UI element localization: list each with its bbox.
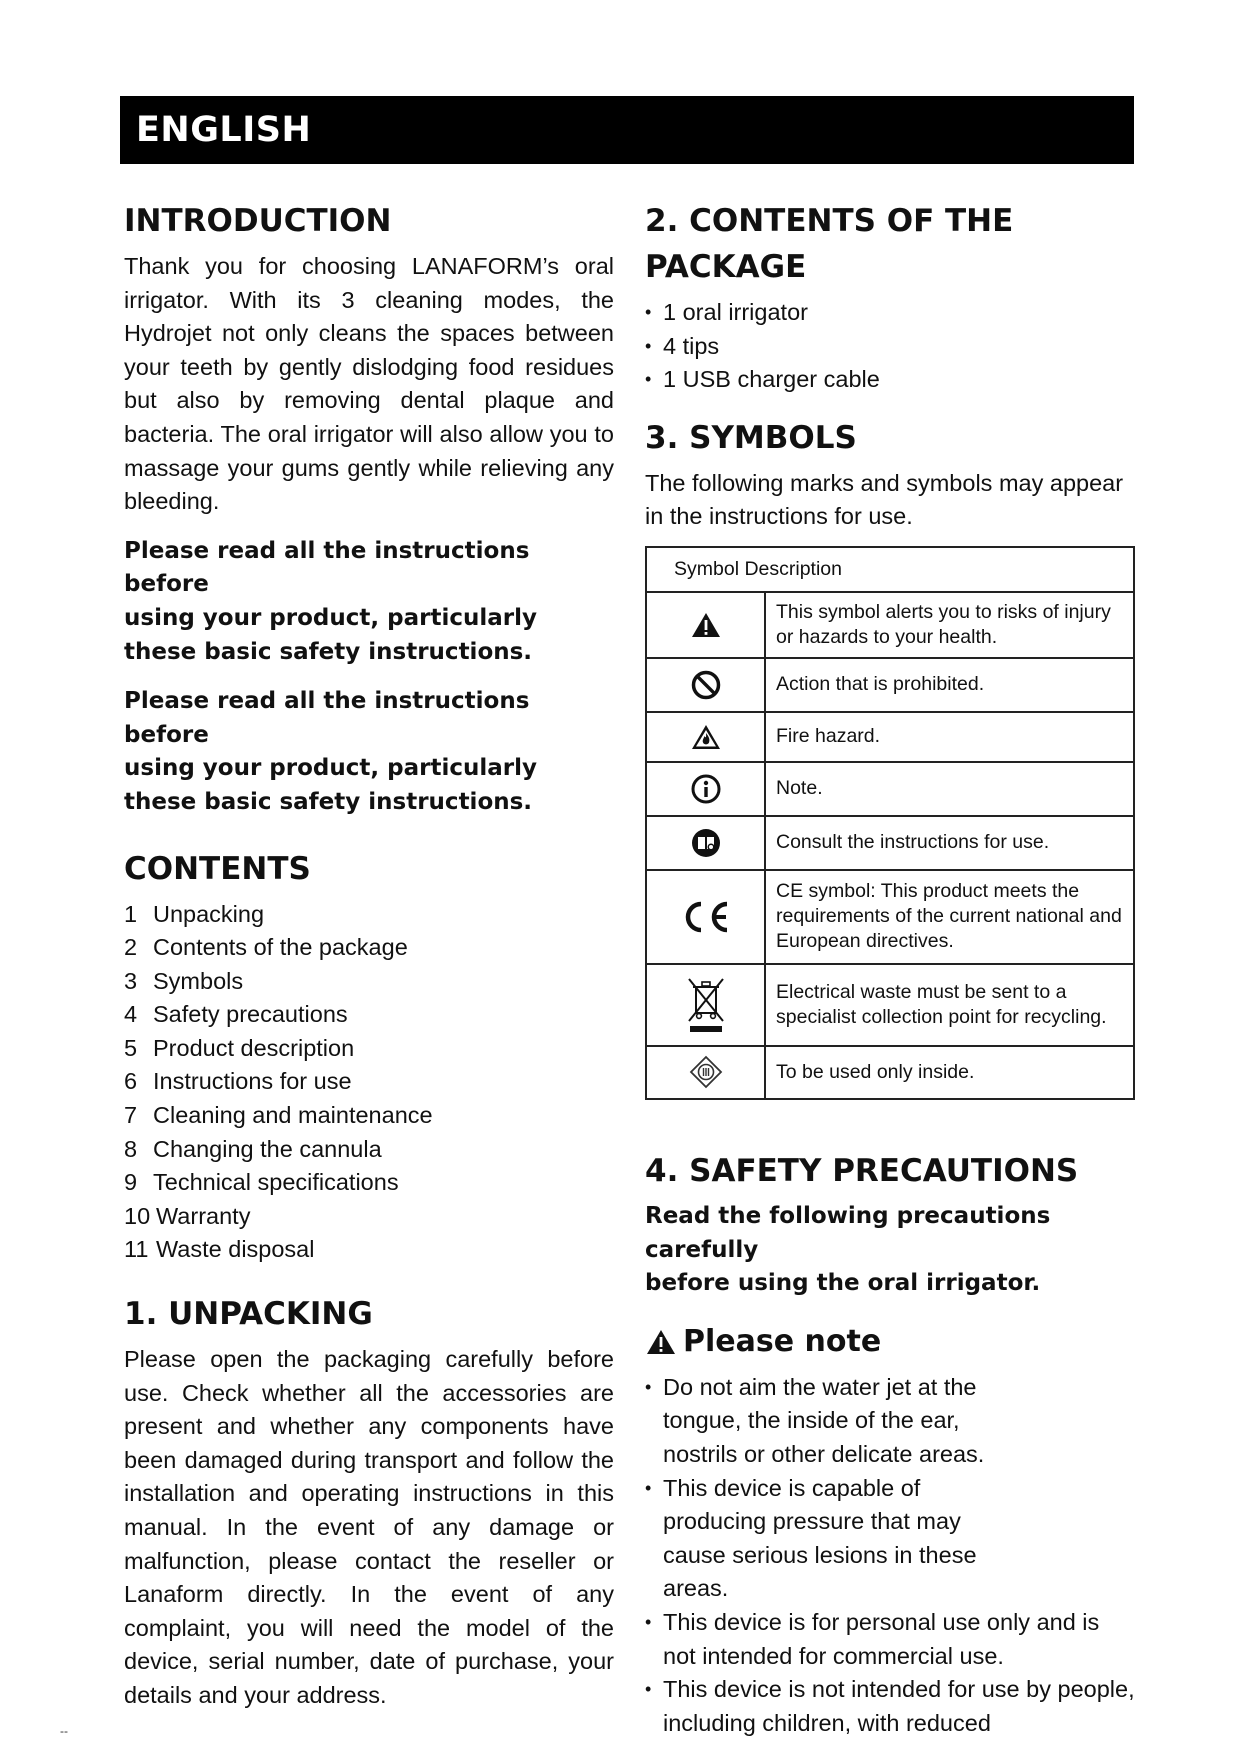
introduction-paragraph: Thank you for choosing LANAFORM’s oral irrigator. With its 3 cleaning modes, the Hydrojet not only cleans the spaces between your teeth by gently dislodging food residues but also by removing dental plaque and bacteria. The oral irrigator will also allow you to massage your gums gently while relieving any bleeding. bbox=[124, 253, 614, 515]
table-row bbox=[646, 816, 1134, 870]
symbol-description: To be used only inside. bbox=[765, 1046, 1134, 1099]
package-heading: 2. CONTENTS OF THE PACKAGE bbox=[645, 203, 1014, 285]
safety-heading: 4. SAFETY PRECAUTIONS bbox=[645, 1152, 1079, 1189]
table-row bbox=[646, 870, 1134, 964]
table-row bbox=[646, 762, 1134, 816]
symbols-table bbox=[645, 546, 1135, 1100]
symbol-description: Fire hazard. bbox=[765, 712, 1134, 762]
unpacking-heading: 1. UNPACKING bbox=[124, 1296, 373, 1333]
indoor-use-icon bbox=[688, 1054, 724, 1090]
table-header: Symbol Description bbox=[646, 547, 1134, 592]
table-header-row bbox=[646, 547, 1134, 592]
symbol-description: Action that is prohibited. bbox=[765, 658, 1134, 712]
fire-hazard-icon bbox=[691, 723, 721, 751]
prohibited-icon bbox=[690, 669, 722, 701]
table-row bbox=[646, 712, 1134, 762]
toc-item: 2 Contents of the package bbox=[124, 934, 408, 961]
package-list bbox=[645, 296, 1135, 397]
symbol-description: Electrical waste must be sent to a specialist collection point for recycling. bbox=[765, 964, 1134, 1046]
table-row bbox=[646, 964, 1134, 1046]
ce-mark-icon bbox=[679, 898, 733, 936]
toc-item: 10 Warranty bbox=[124, 1202, 251, 1229]
list-item: • Do not aim the water jet at the tongue, the inside of the ear, nostrils or other delicate areas. bbox=[645, 1373, 985, 1467]
toc-item: 3 Symbols bbox=[124, 967, 244, 994]
table-row bbox=[646, 1046, 1134, 1099]
warning-triangle-icon bbox=[691, 611, 721, 639]
safety-intro: Read the following precautions carefully before using the oral irrigator. bbox=[645, 1202, 1051, 1297]
right-column bbox=[645, 198, 1135, 1740]
table-row bbox=[646, 658, 1134, 712]
table-row bbox=[646, 592, 1134, 658]
please-note-title: Please note bbox=[645, 1319, 1135, 1365]
symbol-description: CE symbol: This product meets the requirements of the current national and European directives. bbox=[765, 870, 1134, 964]
safety-reminder-1: Please read all the instructions before using your product, particularly these basic safety instructions. bbox=[124, 537, 537, 665]
list-item: • 4 tips bbox=[645, 332, 720, 359]
toc-item: 4 Safety precautions bbox=[124, 1001, 348, 1028]
symbol-description: Note. bbox=[765, 762, 1134, 816]
safety-reminder-2: Please read all the instructions before using your product, particularly these basic safety instructions. bbox=[124, 688, 537, 815]
list-item: • This device is capable of producing pressure that may cause serious lesions in these areas. bbox=[645, 1474, 977, 1602]
toc-item: 8 Changing the cannula bbox=[124, 1135, 382, 1162]
weee-bin-icon bbox=[685, 975, 727, 1035]
list-item: • 1 oral irrigator bbox=[645, 299, 808, 325]
list-item: • 1 USB charger cable bbox=[645, 366, 880, 393]
toc-item: 11 Waste disposal bbox=[124, 1236, 315, 1263]
toc-item: 1 Unpacking bbox=[124, 900, 265, 927]
page-footer-mark: -- bbox=[60, 1724, 68, 1738]
symbol-description: Consult the instructions for use. bbox=[765, 816, 1134, 870]
unpacking-paragraph: Please open the packaging carefully before use. Check whether all the accessories are present and whether any components have been damaged during transport and follow the installation and operating instructions in this manual. In the event of any damage or malfunction, please contact the reseller or Lanaform directly. In the event of any complaint, you will need the model of the device, serial number, date of purchase, your details and your address. bbox=[124, 1346, 614, 1708]
introduction-heading: INTRODUCTION bbox=[124, 203, 392, 239]
toc-item: 9 Technical specifications bbox=[124, 1169, 399, 1196]
table-of-contents bbox=[124, 898, 614, 1268]
safety-list bbox=[645, 1371, 1135, 1741]
toc-item: 6 Instructions for use bbox=[124, 1068, 352, 1095]
contents-heading: CONTENTS bbox=[124, 850, 311, 887]
language-banner bbox=[120, 96, 1134, 164]
toc-item: 7 Cleaning and maintenance bbox=[124, 1102, 433, 1129]
toc-item: 5 Product description bbox=[124, 1034, 355, 1061]
list-item: • This device is for personal use only and is not intended for commercial use. bbox=[645, 1608, 1100, 1669]
consult-instructions-icon bbox=[690, 827, 722, 859]
symbols-heading: 3. SYMBOLS bbox=[645, 419, 857, 456]
warning-triangle-icon bbox=[645, 1328, 677, 1356]
symbols-intro: The following marks and symbols may appear in the instructions for use. bbox=[645, 469, 1124, 530]
info-icon bbox=[690, 773, 722, 805]
symbol-description: This symbol alerts you to risks of injury or hazards to your health. bbox=[765, 592, 1134, 658]
language-title: ENGLISH bbox=[136, 110, 312, 150]
left-column bbox=[124, 198, 614, 1713]
list-item: • This device is not intended for use by people, including children, with reduced bbox=[645, 1676, 1135, 1736]
